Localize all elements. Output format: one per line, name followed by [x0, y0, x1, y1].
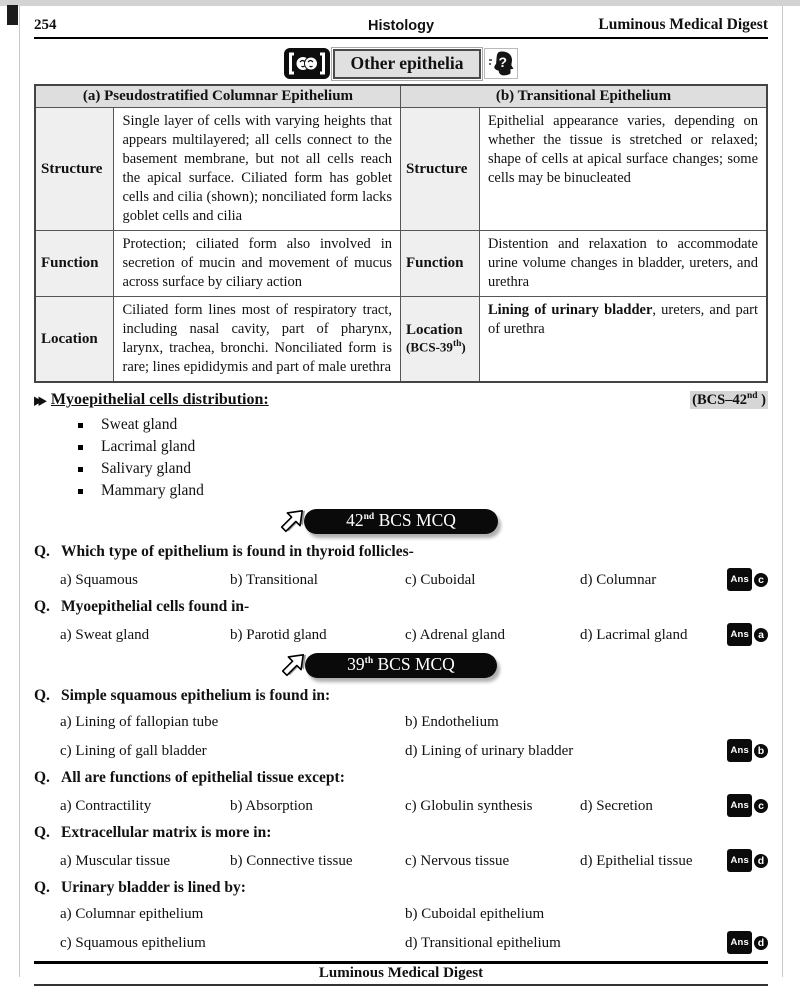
answer-badge: Ans b	[726, 739, 768, 762]
option: a) Muscular tissue	[60, 852, 170, 869]
page-header	[34, 16, 768, 39]
note-heading	[34, 391, 768, 409]
epithelium-comparison-table	[34, 84, 768, 383]
question-text: Which type of epithelium is found in thyroid follicles-	[61, 543, 414, 560]
page-edge-right	[782, 6, 783, 977]
answer-letter: c	[754, 799, 768, 813]
footer-title: Luminous Medical Digest	[318, 965, 484, 981]
cell-function-b: Distention and relaxation to accommodate urine volume changes in bladder, ureters, and urethra	[479, 231, 767, 297]
option: b) Endothelium	[405, 714, 499, 730]
square-bullet-icon	[78, 445, 83, 450]
row-label: Location	[405, 322, 463, 339]
page-footer	[34, 961, 768, 986]
question-block	[34, 769, 768, 817]
option: d) Lining of urinary bladder	[405, 742, 574, 759]
q-marker: Q.	[34, 879, 50, 896]
table-header-a: (a) Pseudostratified Columnar Epithelium	[35, 85, 400, 108]
option: a) Contractility	[60, 797, 152, 814]
table-header-b: (b) Transitional Epithelium	[400, 85, 767, 108]
answer-letter: d	[754, 936, 768, 950]
square-bullet-icon	[78, 489, 83, 494]
two-heads-icon	[284, 48, 330, 79]
question-text: All are functions of epithelial tissue except:	[61, 769, 345, 786]
row-label: Location	[35, 297, 114, 383]
question-block	[34, 687, 768, 762]
q-marker: Q.	[34, 598, 50, 615]
question-block	[34, 824, 768, 872]
option: d) Transitional epithelium	[405, 934, 561, 951]
corner-mark	[7, 5, 18, 25]
cell-location-b: Lining of urinary bladder, ureters, and part of urethra	[479, 297, 767, 383]
answer-letter: a	[754, 628, 768, 642]
arrow-icon	[274, 501, 312, 539]
row-label: Structure	[35, 108, 114, 231]
bcs-reference: (BCS-39th)	[405, 339, 466, 355]
cell-structure-a: Single layer of cells with varying heights that appears multilayered; all cells connect to the basement membrane, but not all cells reach the apical surface. Ciliated form has goblet cells and cilia (shown); nonciliated form lacks goblet cells and cilia	[114, 108, 401, 231]
book-title: Luminous Medical Digest	[598, 16, 769, 33]
q-marker: Q.	[34, 769, 50, 786]
option: a) Lining of fallopian tube	[60, 714, 219, 730]
option: d) Lacrimal gland	[580, 626, 688, 643]
list-item: Lacrimal gland	[78, 436, 768, 458]
answer-letter: d	[754, 854, 768, 868]
question-text: Extracellular matrix is more in:	[61, 824, 272, 841]
question-text: Urinary bladder is lined by:	[61, 879, 246, 896]
option: b) Transitional	[230, 571, 318, 588]
double-arrow-icon: ▶▶	[34, 394, 43, 408]
option: b) Connective tissue	[230, 852, 353, 869]
option: d) Columnar	[580, 571, 657, 588]
square-bullet-icon	[78, 423, 83, 428]
list-item: Mammary gland	[78, 480, 768, 502]
row-label-location-bcs	[400, 297, 479, 383]
cell-structure-b: Epithelial appearance varies, depending on whether the tissue is stretched or relaxed; shape of cells at apical surface changes; some cells may be binucleated	[479, 108, 767, 231]
answer-badge: Ans d	[726, 931, 768, 954]
row-label: Function	[35, 231, 114, 297]
question-text: Myoepithelial cells found in-	[61, 598, 250, 615]
option: c) Globulin synthesis	[405, 797, 533, 814]
list-item: Salivary gland	[78, 458, 768, 480]
answer-letter: b	[754, 744, 768, 758]
option: a) Sweat gland	[60, 626, 150, 643]
scan-edge-top	[0, 0, 800, 6]
answer-badge: Ans a	[726, 623, 768, 646]
answer-letter: c	[754, 573, 768, 587]
gland-list	[78, 414, 768, 502]
table-row-structure	[35, 108, 767, 231]
row-label: Function	[400, 231, 479, 297]
head-question-icon	[484, 48, 518, 79]
bcs-badge: (BCS–42nd )	[692, 391, 766, 408]
q-marker: Q.	[34, 687, 50, 704]
question-block	[34, 543, 768, 591]
option: c) Lining of gall bladder	[60, 742, 207, 759]
list-item: Sweat gland	[78, 414, 768, 436]
mcq-banner-42nd: 42nd BCS MCQ	[34, 509, 768, 534]
note-title: Myoepithelial cells distribution:	[50, 391, 269, 408]
page-edge-left	[19, 6, 20, 977]
option: c) Nervous tissue	[405, 852, 510, 869]
question-text: Simple squamous epithelium is found in:	[61, 687, 331, 704]
option: d) Epithelial tissue	[580, 852, 693, 869]
option: d) Secretion	[580, 797, 653, 814]
topic-banner	[34, 48, 768, 79]
option: b) Absorption	[230, 797, 313, 814]
cell-function-a: Protection; ciliated form also involved in secretion of mucin and movement of mucus across surface by ciliary action	[114, 231, 401, 297]
question-block	[34, 598, 768, 646]
option: c) Squamous epithelium	[60, 934, 206, 951]
chapter-title: Histology	[367, 18, 435, 34]
q-marker: Q.	[34, 824, 50, 841]
option: c) Adrenal gland	[405, 626, 505, 643]
table-row-function	[35, 231, 767, 297]
option: b) Cuboidal epithelium	[405, 906, 545, 922]
answer-badge: Ans c	[726, 794, 768, 817]
answer-badge: Ans c	[726, 568, 768, 591]
cell-location-a: Ciliated form lines most of respiratory tract, including nasal cavity, part of pharynx, larynx, trachea, bronchi. Nonciliated form is rare; lines epididymis and part of male urethra	[114, 297, 401, 383]
table-header-row	[35, 85, 767, 108]
table-row-location	[35, 297, 767, 383]
option: a) Squamous	[60, 571, 138, 588]
question-block	[34, 879, 768, 954]
page-number: 254	[34, 17, 57, 33]
topic-title: Other epithelia	[333, 49, 482, 79]
option: c) Cuboidal	[405, 571, 476, 588]
square-bullet-icon	[78, 467, 83, 472]
option: b) Parotid gland	[230, 626, 327, 643]
arrow-icon	[275, 645, 313, 683]
answer-badge: Ans d	[726, 849, 768, 872]
row-label: Structure	[400, 108, 479, 231]
option: a) Columnar epithelium	[60, 906, 204, 922]
question-glyph: ?	[498, 54, 508, 70]
mcq-banner-39th: 39th BCS MCQ	[34, 653, 768, 678]
q-marker: Q.	[34, 543, 50, 560]
